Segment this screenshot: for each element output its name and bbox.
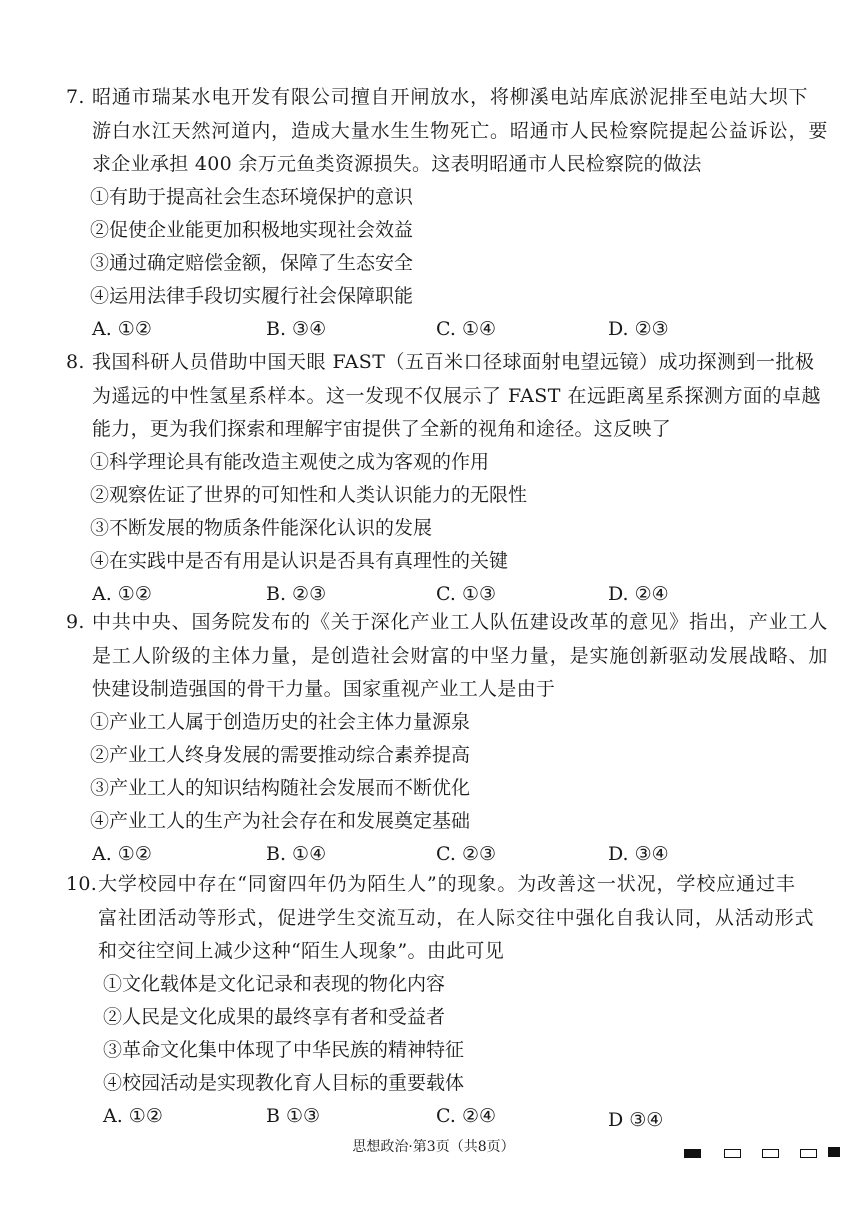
option-statement: ②产业工人终身发展的需要推动综合素养提高	[90, 744, 471, 766]
answer-choice-b: B. ②③	[266, 583, 327, 605]
answer-choice-c: C. ②④	[436, 1105, 497, 1127]
registration-mark	[684, 1149, 701, 1158]
question-stem-line: 游白水江天然河道内，造成大量水生生物死亡。昭通市人民检察院提起公益诉讼，要	[92, 120, 829, 142]
option-statement: ③革命文化集中体现了中华民族的精神特征	[103, 1039, 465, 1061]
option-statement: ③不断发展的物质条件能深化认识的发展	[90, 517, 433, 539]
option-statement: ②观察佐证了世界的可知性和人类认识能力的无限性	[90, 484, 528, 506]
answer-choice-a: A. ①②	[92, 843, 152, 865]
option-statement: ③通过确定赔偿金额，保障了生态安全	[90, 252, 414, 274]
answer-choice-b: B. ③④	[266, 318, 327, 340]
option-statement: ④运用法律手段切实履行社会保障职能	[90, 285, 414, 307]
option-statement: ②促使企业能更加积极地实现社会效益	[90, 219, 414, 241]
answer-choice-d: D. ③④	[608, 843, 669, 865]
option-statement: ②人民是文化成果的最终享有者和受益者	[103, 1006, 446, 1028]
option-statement: ①有助于提高社会生态环境保护的意识	[90, 186, 414, 208]
question-number: 8.	[66, 351, 85, 373]
question-stem-line: 快建设制造强国的骨干力量。国家重视产业工人是由于	[92, 678, 556, 700]
registration-mark	[828, 1147, 840, 1157]
answer-choice-a: A. ①②	[92, 318, 152, 340]
question-number: 7.	[66, 86, 85, 108]
question-stem-line: 中共中央、国务院发布的《关于深化产业工人队伍建设改革的意见》指出，产业工人	[92, 611, 829, 633]
question-stem-line: 富社团活动等形式，促进学生交流互动，在人际交往中强化自我认同，从活动形式	[98, 907, 815, 929]
question-stem-line: 是工人阶级的主体力量，是创造社会财富的中坚力量，是实施创新驱动发展战略、加	[92, 645, 829, 667]
answer-choice-d: D ③④	[608, 1109, 664, 1131]
option-statement: ④在实践中是否有用是认识是否具有真理性的关键	[90, 550, 509, 572]
question-stem-line: 能力，更为我们探索和理解宇宙提供了全新的视角和途径。这反映了	[92, 418, 672, 440]
option-statement: ④校园活动是实现教化育人目标的重要载体	[103, 1072, 465, 1094]
question-stem-line: 我国科研人员借助中国天眼 FAST（五百米口径球面射电望远镜）成功探测到一批极	[92, 351, 815, 373]
registration-mark	[800, 1149, 817, 1158]
question-stem-line: 求企业承担 400 余万元鱼类资源损失。这表明昭通市人民检察院的做法	[92, 153, 702, 175]
answer-choice-d: D. ②④	[608, 583, 669, 605]
answer-choice-b: B ①③	[266, 1105, 321, 1127]
option-statement: ③产业工人的知识结构随社会发展而不断优化	[90, 777, 471, 799]
registration-mark	[762, 1149, 779, 1158]
option-statement: ①产业工人属于创造历史的社会主体力量源泉	[90, 711, 471, 733]
answer-choice-c: C. ①③	[436, 583, 497, 605]
question-stem-line: 昭通市瑞某水电开发有限公司擅自开闸放水，将柳溪电站库底淤泥排至电站大坝下	[92, 86, 809, 108]
option-statement: ④产业工人的生产为社会存在和发展奠定基础	[90, 810, 471, 832]
answer-choice-c: C. ②③	[436, 843, 497, 865]
answer-choice-a: A. ①②	[92, 583, 152, 605]
option-statement: ①科学理论具有能改造主观使之成为客观的作用	[90, 451, 490, 473]
question-stem-line: 和交往空间上减少这种“陌生人现象”。由此可见	[98, 940, 505, 962]
registration-marks	[684, 1147, 844, 1163]
question-stem-line: 大学校园中存在“同窗四年仍为陌生人”的现象。为改善这一状况，学校应通过丰	[98, 873, 796, 895]
registration-mark	[724, 1149, 741, 1158]
answer-choice-c: C. ①④	[436, 318, 497, 340]
answer-choice-d: D. ②③	[608, 318, 669, 340]
question-number: 9.	[66, 611, 85, 633]
question-stem-line: 为遥远的中性氢星系样本。这一发现不仅展示了 FAST 在远距离星系探测方面的卓越	[92, 385, 822, 407]
answer-choice-a: A. ①②	[103, 1105, 163, 1127]
option-statement: ①文化载体是文化记录和表现的物化内容	[103, 973, 446, 995]
page-footer: 思想政治·第3页（共8页）	[352, 1139, 515, 1155]
question-number: 10.	[66, 873, 98, 895]
answer-choice-b: B. ①④	[266, 843, 327, 865]
